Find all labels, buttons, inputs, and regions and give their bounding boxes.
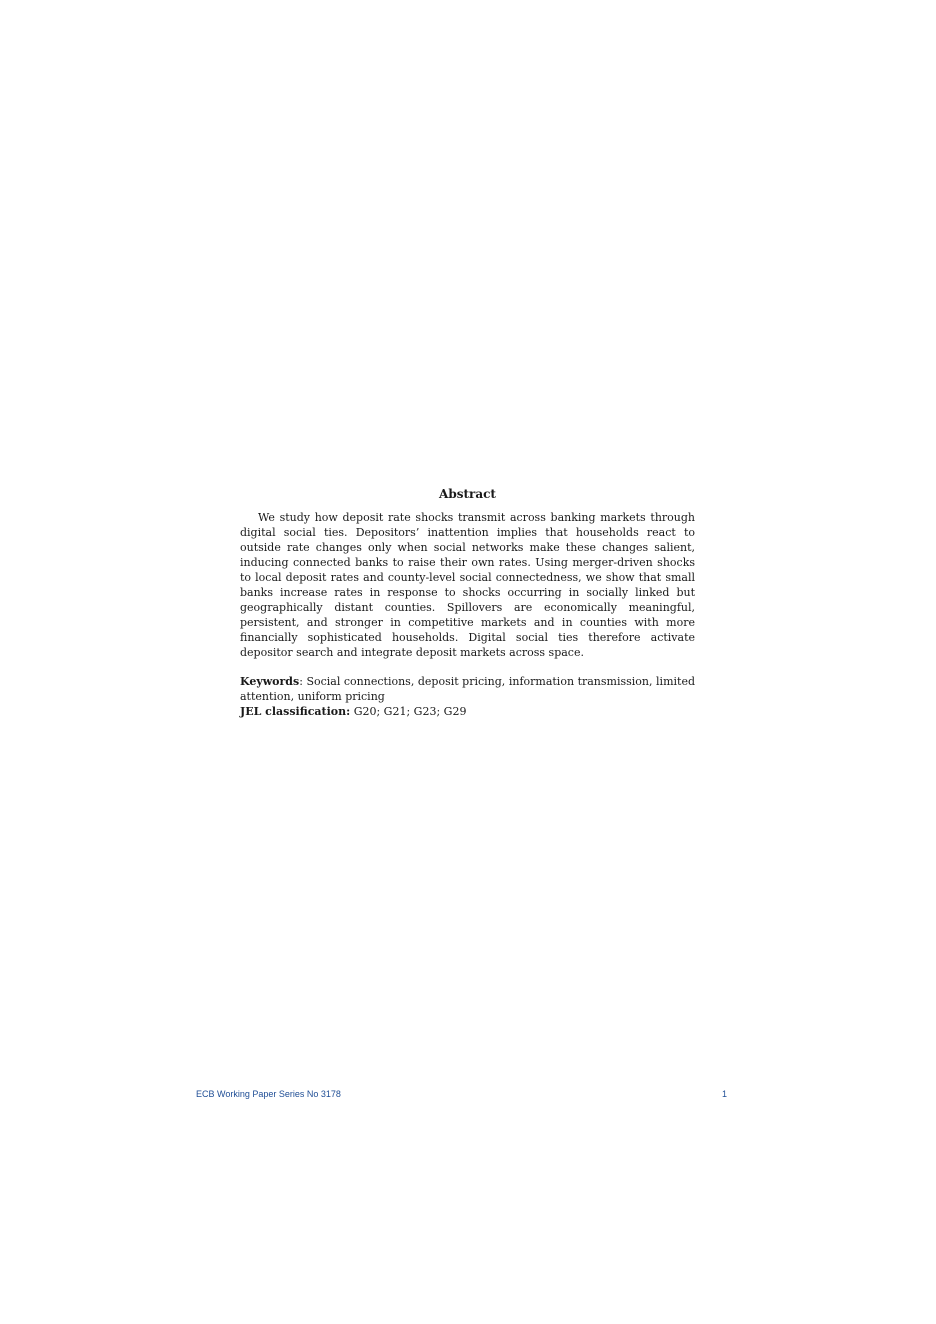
jel-label: JEL classification: [240,705,351,718]
keywords-label: Keywords [240,675,300,688]
abstract-heading: Abstract [439,487,496,501]
abstract-section [240,486,695,719]
jel-line [240,704,695,719]
jel-text: G20; G21; G23; G29 [350,705,467,718]
abstract-body: We study how deposit rate shocks transmit across banking markets through digital social ties. Depositors’ inattention implies that households react to outside rate changes only when social networks make these changes salient, inducing connected banks to raise their own rates. Using merger-driven shocks to local deposit rates and county-level social connectedness, we show that small banks increase rates in response to shocks occurring in socially linked but geographically distant counties. Spillovers are economically meaningful, persistent, and stronger in competitive markets and in counties with more financially sophisticated households. Digital social ties therefore activate depositor search and integrate deposit markets across space. [240,511,695,659]
footer-series-title: ECB Working Paper Series No 3178 [196,1089,341,1099]
keywords-line [240,674,695,704]
keywords-text: : Social connections, deposit pricing, information transmission, limited attention, uniform pricing [240,675,695,703]
footer-page-number: 1 [721,1089,727,1099]
